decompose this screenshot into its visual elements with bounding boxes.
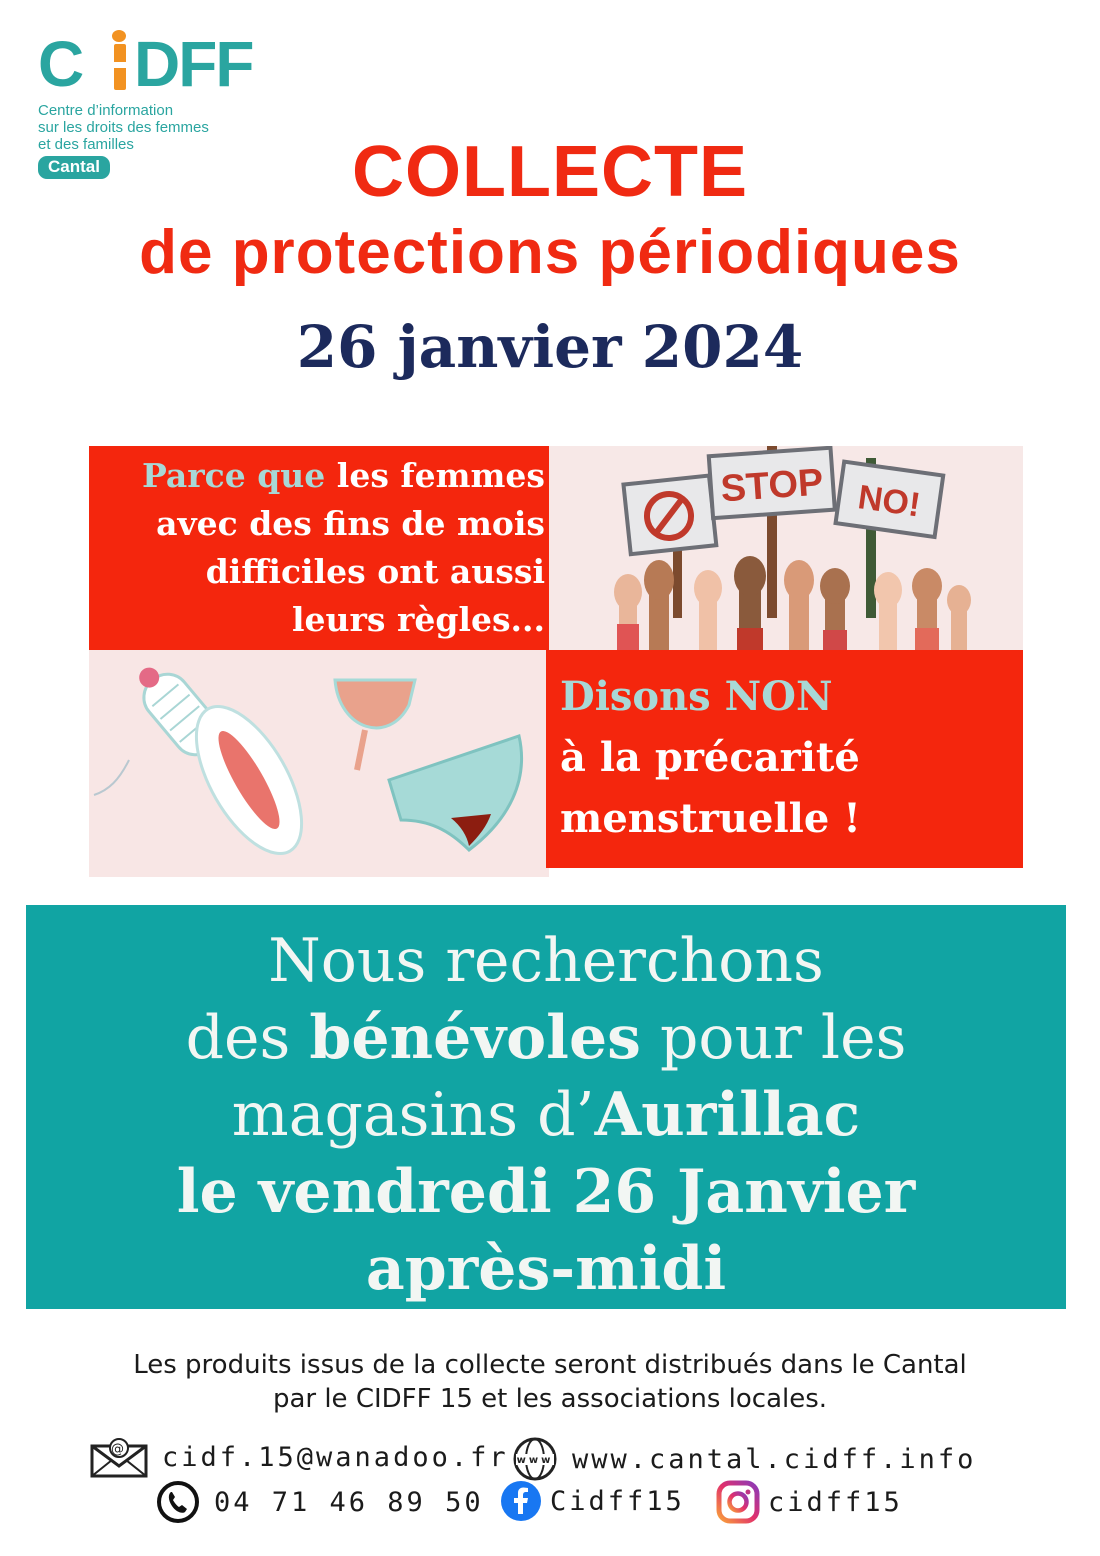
protest-illustration-svg <box>549 446 1023 650</box>
instagram-text: cidff15 <box>768 1486 903 1518</box>
contact-facebook[interactable] <box>500 1480 685 1522</box>
envelope-icon <box>90 1436 148 1478</box>
sign-stop-text: STOP <box>719 461 825 511</box>
volunteer-callout <box>26 905 1066 1309</box>
contact-phone[interactable] <box>156 1480 484 1524</box>
email-text: cidf.15@wanadoo.fr <box>162 1441 509 1473</box>
globe-icon <box>512 1436 558 1482</box>
title-protections: de protections périodiques <box>139 218 961 287</box>
phone-text: 04 71 46 89 50 <box>214 1486 484 1518</box>
parce-que-accent: Parce que <box>141 456 326 495</box>
contact-email[interactable] <box>90 1436 509 1478</box>
facebook-text: Cidff15 <box>550 1485 685 1517</box>
period-products-svg <box>89 650 549 877</box>
panel-disons-non <box>546 650 1023 868</box>
panel-parce-que <box>89 446 549 650</box>
logo-letters-dff: DFF <box>134 28 253 100</box>
logo-badge-cantal: Cantal <box>38 156 110 179</box>
instagram-icon <box>716 1480 760 1524</box>
contact-instagram[interactable] <box>716 1480 903 1524</box>
volunteer-text: Nous recherchons des bénévoles pour les magasins d’Aurillac le vendredi 26 Janvier après-midi <box>176 926 916 1304</box>
svg-text:@: @ <box>111 1442 127 1457</box>
logo-subtitle: Centre d’information sur les droits des femmes et des familles <box>38 102 209 153</box>
facebook-icon <box>500 1480 542 1522</box>
panel-parce-que-text: Parce que les femmes avec des fins de mois difficiles ont aussi leurs règles... <box>141 456 545 639</box>
website-text: www.cantal.cidff.info <box>572 1443 977 1475</box>
logo-mark <box>38 28 298 100</box>
sign-no-text: NO! <box>855 478 923 525</box>
event-date: 26 janvier 2024 <box>296 313 804 381</box>
disons-non-accent: Disons NON <box>560 673 833 720</box>
panel-disons-non-text: Disons NON à la précarité menstruelle ! <box>560 666 861 849</box>
svg-text:www: www <box>516 1455 554 1466</box>
distribution-note: Les produits issus de la collecte seront distribués dans le Cantal par le CIDFF 15 et les associations locales. <box>133 1350 967 1414</box>
title-collecte: COLLECTE <box>352 132 748 212</box>
protest-illustration <box>549 446 1023 650</box>
contact-website[interactable] <box>512 1436 976 1482</box>
phone-icon <box>156 1480 200 1524</box>
logo-dot <box>112 30 126 42</box>
logo-letter-c: C <box>38 28 83 100</box>
period-products-illustration <box>89 650 549 877</box>
